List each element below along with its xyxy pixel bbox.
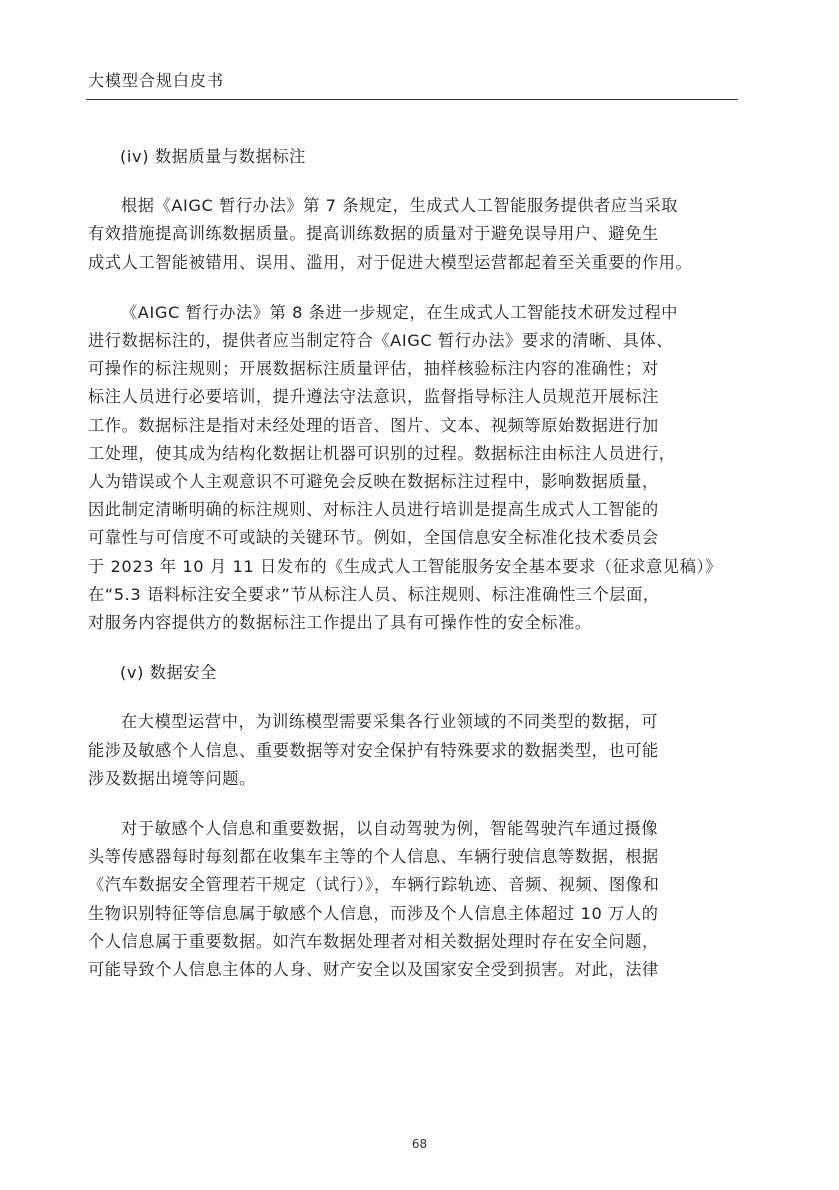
page-number: 68 [411,1137,428,1151]
paragraph-line: 生物识别特征等信息属于敏感个人信息，而涉及个人信息主体超过 10 万人的 [88,903,659,923]
paragraph-line: 头等传感器每时每刻都在收集车主等的个人信息、车辆行驶信息等数据，根据 [88,847,659,867]
paragraph-line: 《AIGC 暂行办法》第 8 条进一步规定，在生成式人工智能技术研发过程中 [121,302,679,322]
paragraph-line: 工处理，使其成为结构化数据让机器可识别的过程。数据标注由标注人员进行， [88,443,676,463]
paragraph-line: 于 2023 年 10 月 11 日发布的《生成式人工智能服务安全基本要求（征求意见稿）》 [88,556,722,576]
paragraph-line: 《汽车数据安全管理若干规定（试行）》，车辆行踪轨迹、音频、视频、图像和 [88,875,660,895]
paragraph-line: 对服务内容提供方的数据标注工作提出了具有可操作性的安全标准。 [88,613,592,633]
running-header-title: 大模型合规白皮书 [88,71,225,90]
paragraph-line: 成式人工智能被错用、误用、滥用，对于促进大模型运营都起着至关重要的作用。 [88,252,693,272]
paragraph-line: 可靠性与可信度不可或缺的关键环节。例如，全国信息安全标准化技术委员会 [88,528,659,548]
paragraph-line: 工作。数据标注是指对未经处理的语音、图片、文本、视频等原始数据进行加 [88,415,659,435]
paragraph-line: 可能导致个人信息主体的人身、财产安全以及国家安全受到损害。对此，法律 [88,960,659,980]
paragraph-line: 进行数据标注的，提供者应当制定符合《AIGC 暂行办法》要求的清晰、具体、 [88,331,674,351]
paragraph-data-collection [88,708,740,793]
paragraph-line: 个人信息属于重要数据。如汽车数据处理者对相关数据处理时存在安全问题， [88,931,659,951]
paragraph-aigc-article-8 [88,299,740,637]
page-body [88,143,740,984]
paragraph-line: 在“5.3 语料标注安全要求”节从标注人员、标注规则、标注准确性三个层面， [88,584,660,604]
paragraph-aigc-article-7 [88,192,740,277]
paragraph-autonomous-driving [88,815,740,984]
paragraph-line: 因此制定清晰明确的标注规则、对标注人员进行培训是提高生成式人工智能的 [88,500,659,520]
section-heading-iv: (iv) 数据质量与数据标注 [120,147,306,166]
section-heading-v: (v) 数据安全 [120,663,217,683]
paragraph-line: 可操作的标注规则；开展数据标注质量评估，抽样核验标注内容的准确性；对 [88,359,659,379]
header-divider [86,99,738,100]
paragraph-line: 标注人员进行必要培训，提升遵法守法意识，监督指导标注人员规范开展标注 [88,387,659,407]
paragraph-line: 有效措施提高训练数据质量。提高训练数据的质量对于避免误导用户、避免生 [88,224,659,244]
paragraph-line: 能涉及敏感个人信息、重要数据等对安全保护有特殊要求的数据类型，也可能 [88,740,659,760]
paragraph-line: 人为错误或个人主观意识不可避免会反映在数据标注过程中，影响数据质量， [88,472,659,492]
paragraph-line: 涉及数据出境等问题。 [88,768,256,788]
paragraph-line: 对于敏感个人信息和重要数据，以自动驾驶为例，智能驾驶汽车通过摄像 [121,819,659,839]
paragraph-line: 在大模型运营中，为训练模型需要采集各行业领域的不同类型的数据，可 [121,712,659,732]
paragraph-line: 根据《AIGC 暂行办法》第 7 条规定，生成式人工智能服务提供者应当采取 [121,196,679,216]
